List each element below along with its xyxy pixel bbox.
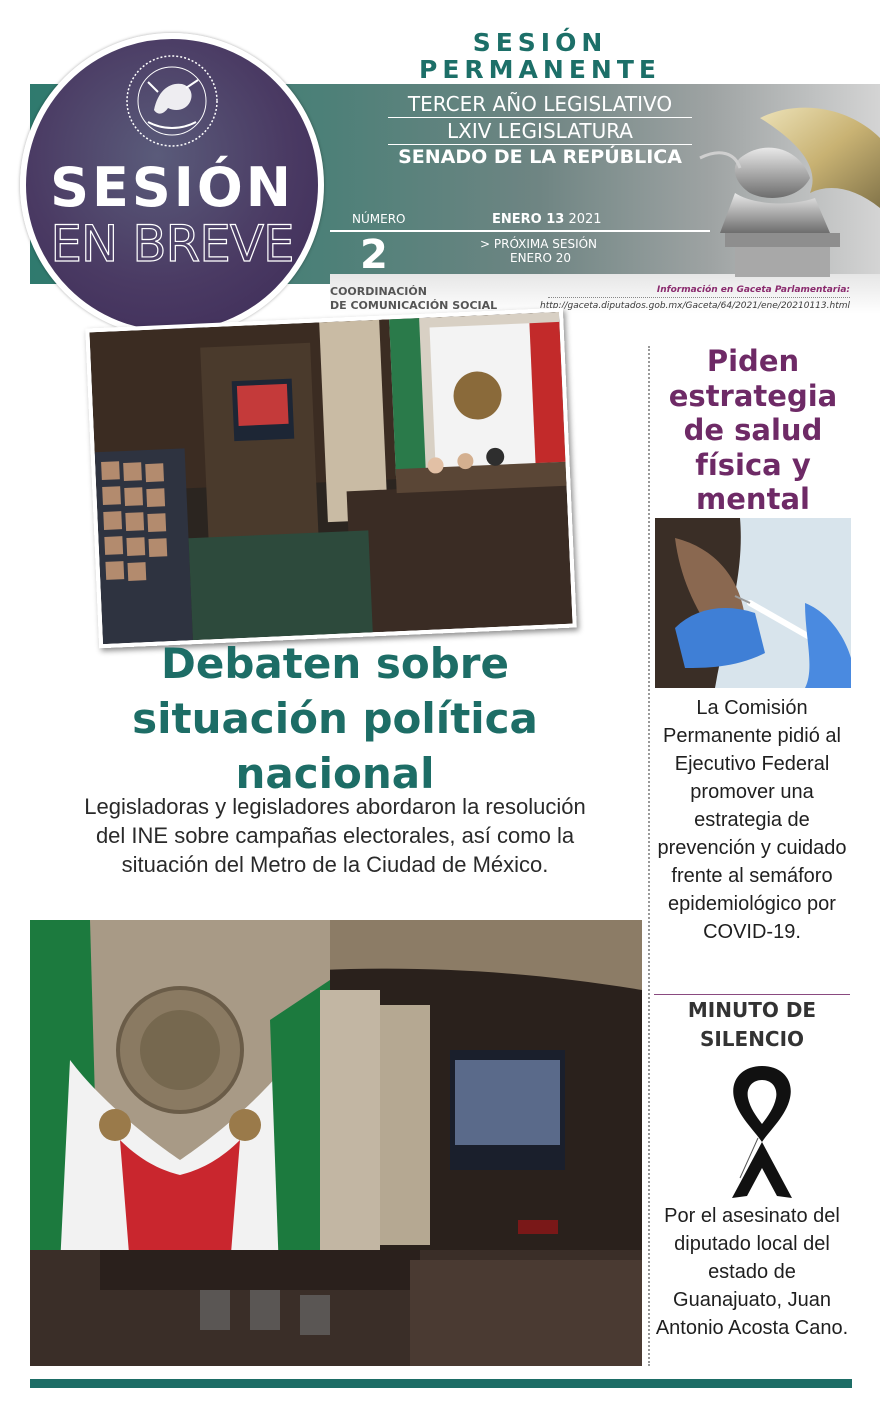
minute-of-silence-title: MINUTO DE SILENCIO (687, 998, 817, 1051)
issue-date (492, 212, 602, 227)
logo-title-en-breve: EN BREVE (50, 215, 294, 273)
chamber-plenary-photo (30, 920, 642, 1366)
next-session-label: > PRÓXIMA SESIÓN (480, 237, 598, 251)
vaccine-photo (655, 518, 851, 688)
legislature: LXIV LEGISLATURA (446, 119, 633, 143)
divider (548, 297, 850, 298)
vaccine-injection-photo-icon (655, 518, 851, 688)
divider (654, 994, 850, 995)
black-mourning-ribbon-icon (712, 1058, 812, 1203)
divider (388, 117, 692, 118)
mexican-coat-of-arms-seal-icon (118, 52, 226, 150)
sidebar-title: Piden estrategia de salud física y mental (668, 344, 838, 516)
session-type-line2: PERMANENTE (419, 55, 661, 84)
issue-number: 2 (360, 232, 388, 278)
sidebar-body: La Comisión Permanente pidió al Ejecutivo Federal promover una estrategia de prevención y cuidado frente al semáforo epidemiológico por COVID-19. (657, 697, 847, 943)
column-divider (648, 346, 650, 1366)
session-type-line1: SESIÓN (472, 28, 608, 57)
main-headline: Debaten sobre situación política nacional (132, 639, 538, 798)
gaceta-link[interactable]: http://gaceta.diputados.gob.mx/Gaceta/64/2021/ene/20210113.html (539, 301, 850, 311)
chamber-name: SENADO DE LA REPÚBLICA (398, 146, 682, 168)
issue-date-year: 2021 (568, 212, 602, 227)
coordination-line1: COORDINACIÓN (330, 285, 427, 298)
main-deck: Legisladoras y legisladores abordaron la resolución del INE sobre campañas electorales, así como la situación del Metro de la Ciudad de México. (84, 794, 586, 877)
chamber-session-photo (85, 308, 577, 649)
issue-date-month: ENERO 13 (492, 212, 565, 227)
logo-title-sesion: SESIÓN (50, 156, 294, 219)
issue-number-label: NÚMERO (352, 212, 406, 226)
chamber-session-photo-icon (89, 312, 572, 644)
next-session-date: ENERO 20 (510, 251, 572, 265)
gaceta-label: Información en Gaceta Parlamentaria: (656, 285, 850, 295)
eagle-sculpture-icon (680, 98, 880, 283)
coordination-line2: DE COMUNICACIÓN SOCIAL (330, 299, 498, 312)
legislative-year: TERCER AÑO LEGISLATIVO (407, 92, 673, 116)
divider (388, 144, 692, 145)
chamber-plenary-photo-icon (30, 920, 642, 1366)
minute-of-silence-body: Por el asesinato del diputado local del estado de Guanajuato, Juan Antonio Acosta Cano. (655, 1205, 849, 1339)
footer-bar (30, 1379, 852, 1388)
